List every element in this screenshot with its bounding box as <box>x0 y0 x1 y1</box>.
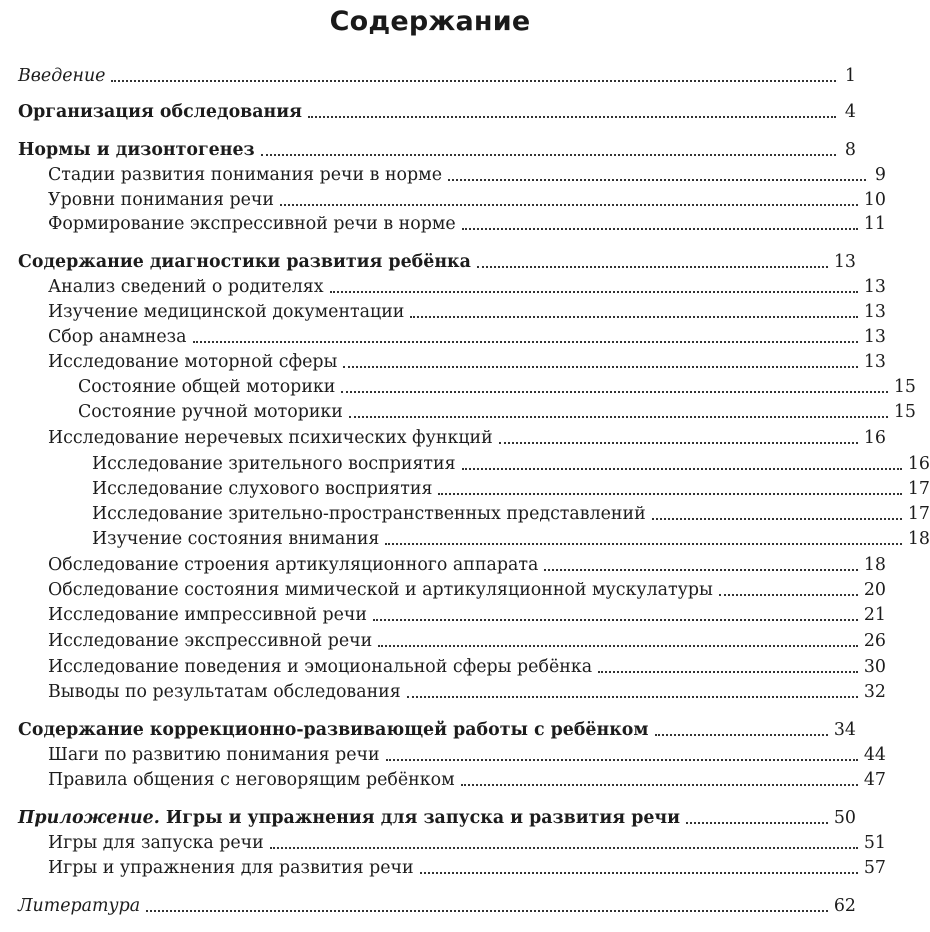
toc-entry <box>0 190 886 210</box>
toc-entry-label: Состояние общей моторики <box>78 377 341 397</box>
toc-entry <box>0 302 886 322</box>
toc-entry <box>0 66 856 86</box>
leader-dots <box>544 569 858 571</box>
toc-entry-page: 50 <box>833 808 856 828</box>
toc-entry-page: 62 <box>833 896 856 916</box>
toc-entry-page: 20 <box>863 580 886 600</box>
toc-entry-page: 18 <box>863 555 886 575</box>
toc-entry-page: 1 <box>844 66 856 86</box>
toc-entry-page: 57 <box>863 858 886 878</box>
toc-entry <box>0 682 886 702</box>
leader-dots <box>598 671 858 673</box>
toc-entry-label: Литература <box>18 896 146 916</box>
toc-entry-label <box>18 808 686 828</box>
leader-dots <box>111 80 836 82</box>
toc-entry <box>0 402 916 422</box>
toc-entry-label: Исследование импрессивной речи <box>48 605 373 625</box>
toc-entry <box>0 504 930 524</box>
toc-entry <box>0 479 930 499</box>
leader-dots <box>462 468 902 470</box>
toc-entry-page: 47 <box>863 770 886 790</box>
toc-entry-page: 17 <box>907 504 930 524</box>
toc-entry-page: 8 <box>844 140 856 160</box>
leader-dots <box>477 266 828 268</box>
toc-entry <box>0 555 886 575</box>
toc-entry <box>0 896 856 916</box>
toc-entry-page: 13 <box>863 277 886 297</box>
toc-entry <box>0 277 886 297</box>
leader-dots <box>330 291 858 293</box>
toc-entry-label: Стадии развития понимания речи в норме <box>48 165 448 185</box>
toc-entry-label: Введение <box>18 66 111 86</box>
toc-entry <box>0 102 856 122</box>
toc-entry-label: Нормы и дизонтогенез <box>18 140 261 160</box>
toc-entry-label: Содержание коррекционно-развивающей работы с ребёнком <box>18 720 655 740</box>
leader-dots <box>280 204 858 206</box>
toc-entry <box>0 214 886 234</box>
toc-entry <box>0 454 930 474</box>
toc-entry-label: Формирование экспрессивной речи в норме <box>48 214 462 234</box>
toc-entry-page: 16 <box>907 454 930 474</box>
toc-entry <box>0 165 886 185</box>
leader-dots <box>373 619 858 621</box>
toc-entry-page: 26 <box>863 631 886 651</box>
leader-dots <box>378 645 858 647</box>
leader-dots <box>270 847 858 849</box>
toc-entry-page: 44 <box>863 745 886 765</box>
toc-entry-label: Уровни понимания речи <box>48 190 280 210</box>
toc-entry-label: Обследование строения артикуляционного аппарата <box>48 555 544 575</box>
leader-dots <box>438 493 901 495</box>
toc-entry-label: Игры для запуска речи <box>48 833 270 853</box>
toc-entry-page: 13 <box>863 327 886 347</box>
toc-entry-label: Выводы по результатам обследования <box>48 682 407 702</box>
page-title: Содержание <box>329 6 531 37</box>
leader-dots <box>341 391 887 393</box>
leader-dots <box>407 696 858 698</box>
toc-entry-page: 9 <box>874 165 886 185</box>
toc-entry <box>0 720 856 740</box>
toc-entry <box>0 377 916 397</box>
toc-entry <box>0 745 886 765</box>
toc-entry-label: Игры и упражнения для развития речи <box>48 858 420 878</box>
toc-entry-page: 13 <box>863 352 886 372</box>
leader-dots <box>652 518 902 520</box>
leader-dots <box>686 822 828 824</box>
toc-entry-label: Состояние ручной моторики <box>78 402 349 422</box>
toc-entry-page: 17 <box>907 479 930 499</box>
toc-entry-label: Исследование моторной сферы <box>48 352 343 372</box>
leader-dots <box>349 416 888 418</box>
toc-entry-label: Исследование слухового восприятия <box>92 479 438 499</box>
toc-entry <box>0 327 886 347</box>
toc-entry <box>0 858 886 878</box>
toc-entry-label-rest: Игры и упражнения для запуска и развития речи <box>165 808 681 828</box>
toc-entry-label: Исследование поведения и эмоциональной сферы ребёнка <box>48 657 598 677</box>
toc-entry-label: Шаги по развитию понимания речи <box>48 745 386 765</box>
toc-entry <box>0 580 886 600</box>
toc-entry <box>0 605 886 625</box>
toc-entry <box>0 428 886 448</box>
toc-entry-page: 34 <box>833 720 856 740</box>
toc-entry-label: Исследование экспрессивной речи <box>48 631 378 651</box>
leader-dots <box>386 759 858 761</box>
toc-entry-label-italic: Приложение. <box>18 808 160 828</box>
toc-entry <box>0 657 886 677</box>
toc-entry-label: Сбор анамнеза <box>48 327 193 347</box>
leader-dots <box>193 341 858 343</box>
toc-entry-page: 15 <box>893 402 916 422</box>
leader-dots <box>499 442 858 444</box>
toc-entry-page: 13 <box>863 302 886 322</box>
toc-entry-label: Организация обследования <box>18 102 308 122</box>
toc-entry-page: 18 <box>907 529 930 549</box>
toc-entry-page: 51 <box>863 833 886 853</box>
leader-dots <box>343 366 858 368</box>
toc-entry-label: Исследование зрительного восприятия <box>92 454 462 474</box>
toc-entry-page: 30 <box>863 657 886 677</box>
toc-entry-label: Содержание диагностики развития ребёнка <box>18 252 477 272</box>
toc-entry-page: 16 <box>863 428 886 448</box>
leader-dots <box>410 316 857 318</box>
leader-dots <box>261 154 836 156</box>
leader-dots <box>308 116 836 118</box>
toc-entry-page: 11 <box>863 214 886 234</box>
toc-entry-label: Обследование состояния мимической и артикуляционной мускулатуры <box>48 580 719 600</box>
toc-entry-label: Исследование неречевых психических функций <box>48 428 499 448</box>
toc-entry <box>0 770 886 790</box>
toc-entry-page: 4 <box>844 102 856 122</box>
toc-entry <box>0 833 886 853</box>
toc-entry <box>0 631 886 651</box>
toc-entry <box>0 252 856 272</box>
toc-entry <box>0 529 930 549</box>
toc-entry-label: Правила общения с неговорящим ребёнком <box>48 770 461 790</box>
toc-entry-page: 21 <box>863 605 886 625</box>
toc-entry <box>0 140 856 160</box>
leader-dots <box>385 543 901 545</box>
leader-dots <box>655 734 828 736</box>
leader-dots <box>448 179 866 181</box>
toc-entry-page: 13 <box>833 252 856 272</box>
toc-entry-label: Исследование зрительно-пространственных представлений <box>92 504 652 524</box>
toc-entry-label: Изучение медицинской документации <box>48 302 410 322</box>
toc-entry <box>0 808 856 828</box>
toc-entry <box>0 352 886 372</box>
toc-entry-label: Анализ сведений о родителях <box>48 277 330 297</box>
toc-entry-label: Изучение состояния внимания <box>92 529 385 549</box>
leader-dots <box>719 594 858 596</box>
toc-entry-page: 10 <box>863 190 886 210</box>
leader-dots <box>461 784 858 786</box>
toc-entry-page: 15 <box>893 377 916 397</box>
leader-dots <box>420 872 858 874</box>
leader-dots <box>146 910 828 912</box>
leader-dots <box>462 228 858 230</box>
toc-entry-page: 32 <box>863 682 886 702</box>
